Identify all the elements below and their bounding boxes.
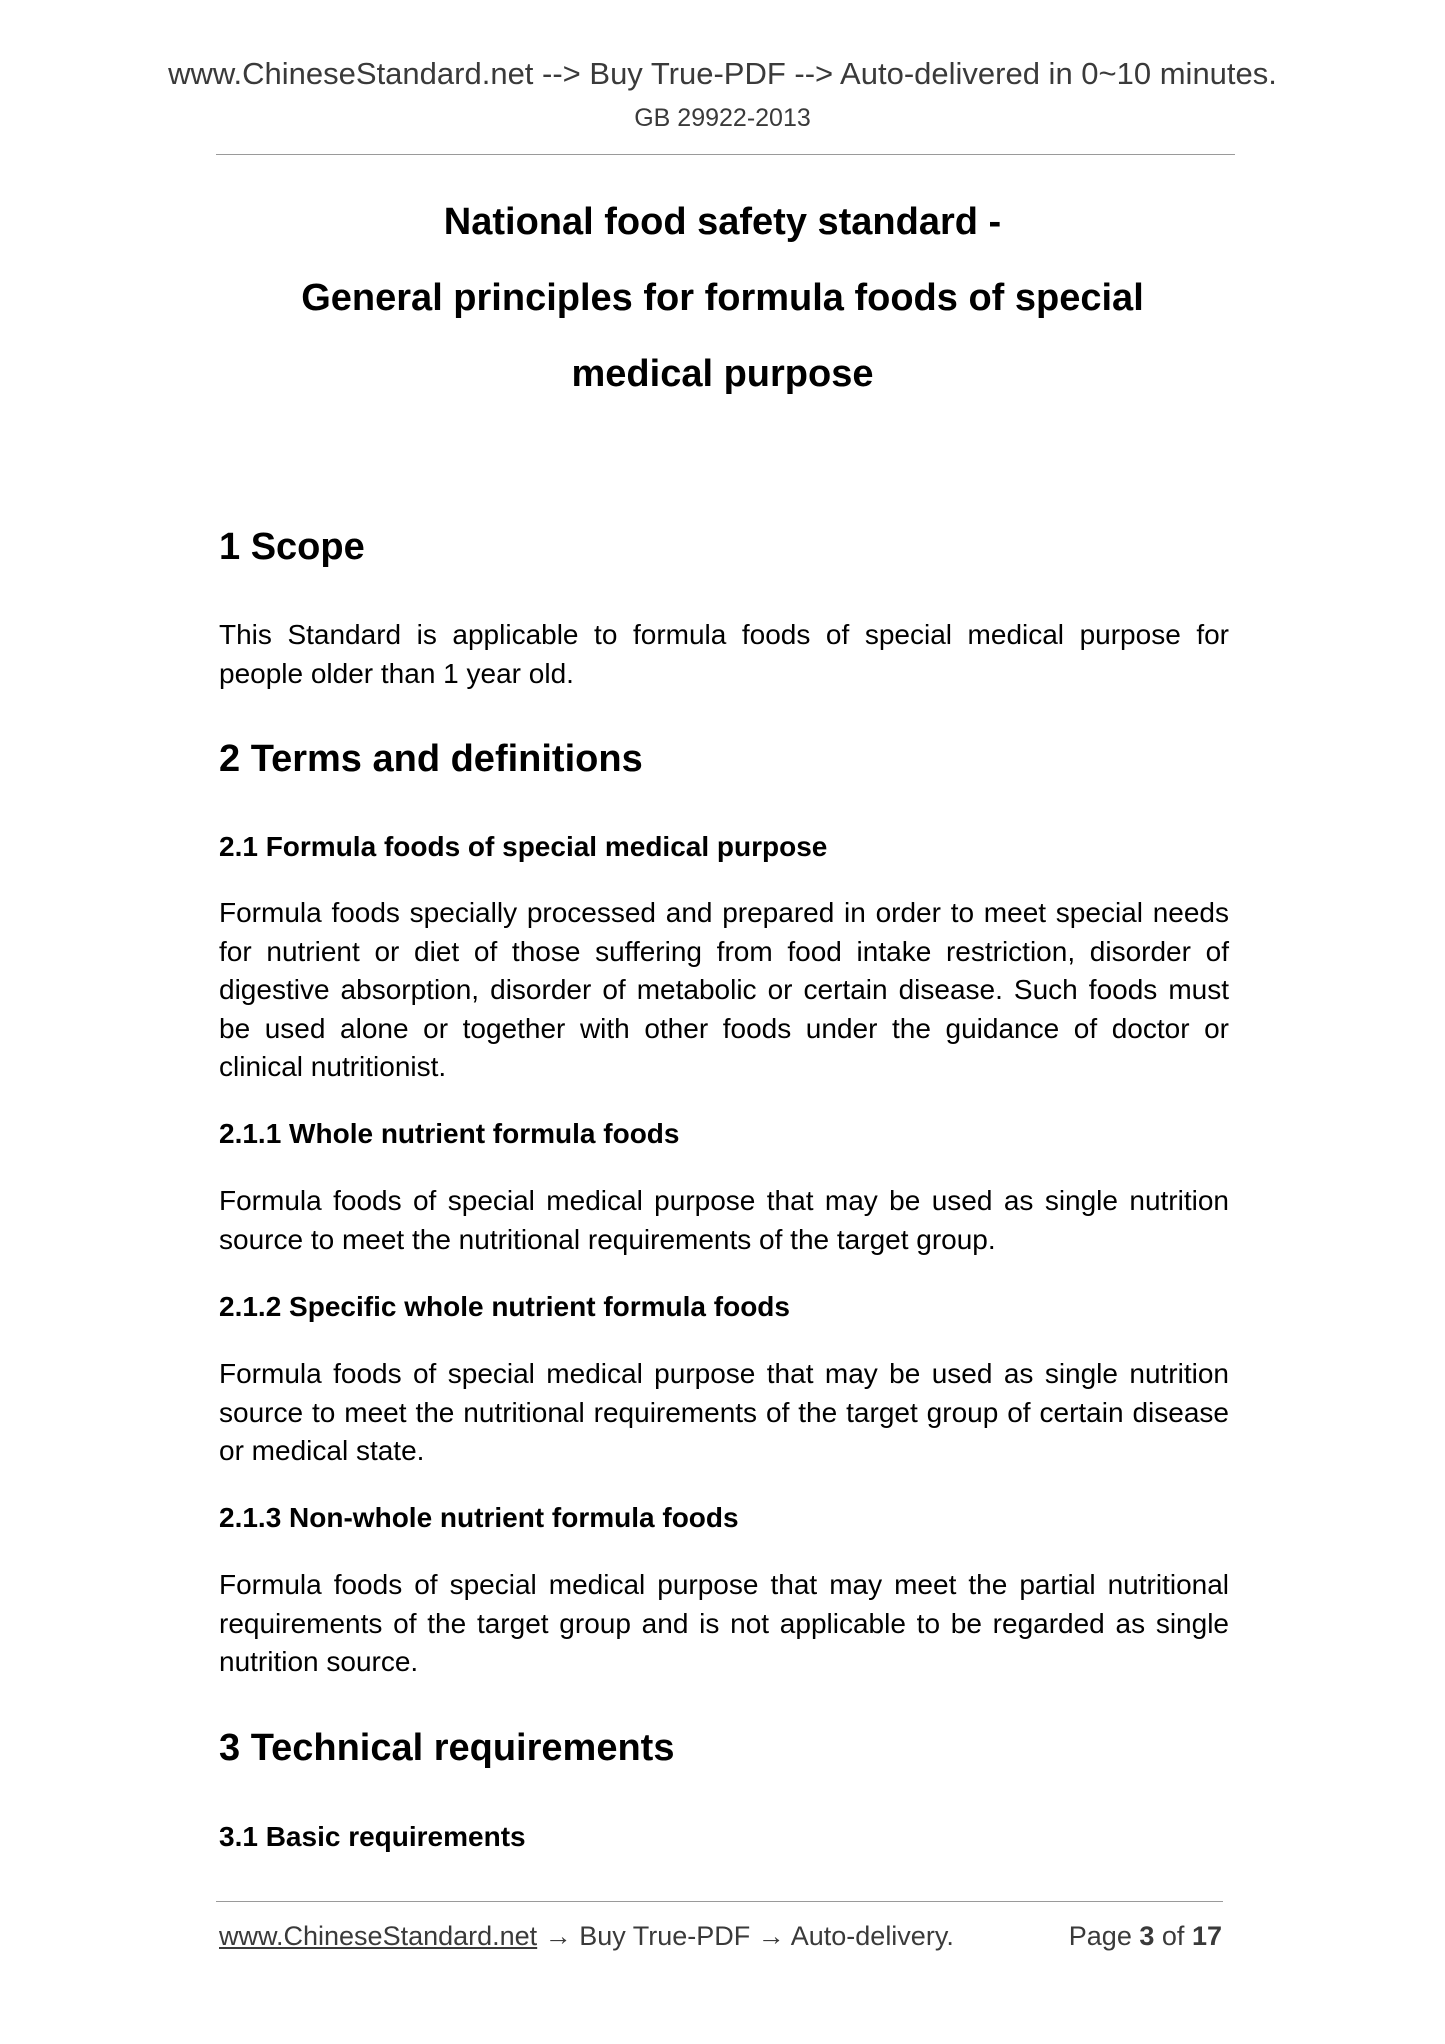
doc-title-line-3: medical purpose (571, 353, 874, 395)
footer-page-indicator (1069, 1921, 1222, 1952)
page-label: Page (1068, 1921, 1132, 1951)
section-2-1-heading: 2.1 Formula foods of special medical purpose (219, 831, 828, 862)
section-2-1-3-heading: 2.1.3 Non-whole nutrient formula foods (219, 1502, 739, 1533)
section-2-1-1-text: Formula foods of special medical purpose that may be used as single nutrition source to meet the nutritional requirements of the target group. (219, 1185, 1229, 1255)
header-doc-code: GB 29922-2013 (634, 104, 811, 132)
footer-link-suffix: → Buy True-PDF → Auto-delivery. (537, 1921, 954, 1951)
section-2-heading: 2 Terms and definitions (219, 738, 643, 780)
page-total: 17 (1191, 1921, 1222, 1951)
section-2-1-3-text: Formula foods of special medical purpose that may meet the partial nutritional requirements of the target group and is not applicable to be regarded as single nutrition source. (219, 1569, 1229, 1677)
section-3-1-heading: 3.1 Basic requirements (219, 1821, 526, 1852)
page-number: 3 (1139, 1921, 1155, 1951)
section-2-1-2-heading: 2.1.2 Specific whole nutrient formula foods (219, 1291, 790, 1322)
doc-title-line-1: National food safety standard - (443, 201, 1002, 243)
doc-title-line-2: General principles for formula foods of special (301, 277, 1144, 319)
section-1-text: This Standard is applicable to formula foods of special medical purpose for people older than 1 year old. (219, 619, 1229, 689)
section-1-heading: 1 Scope (219, 526, 365, 568)
footer-divider (216, 1901, 1223, 1902)
section-2-1-1-heading: 2.1.1 Whole nutrient formula foods (219, 1118, 680, 1149)
section-2-1-text: Formula foods specially processed and prepared in order to meet special needs for nutrient or diet of those suffering from food intake restriction, disorder of digestive absorption, disorder of metabolic or certain disease. Such foods must be used alone or together with other foods under the guidance of doctor or clinical nutritionist. (219, 897, 1229, 1082)
header-divider (216, 154, 1235, 155)
footer-site-link[interactable]: www.ChineseStandard.net (219, 1921, 538, 1951)
section-3-heading: 3 Technical requirements (219, 1727, 675, 1769)
footer-left (219, 1921, 954, 1952)
header-banner: www.ChineseStandard.net --> Buy True-PDF --> Auto-delivered in 0~10 minutes. (168, 56, 1277, 91)
section-2-1-2-text: Formula foods of special medical purpose that may be used as single nutrition source to meet the nutritional requirements of the target group of certain disease or medical state. (219, 1358, 1229, 1466)
of-label: of (1161, 1921, 1185, 1951)
